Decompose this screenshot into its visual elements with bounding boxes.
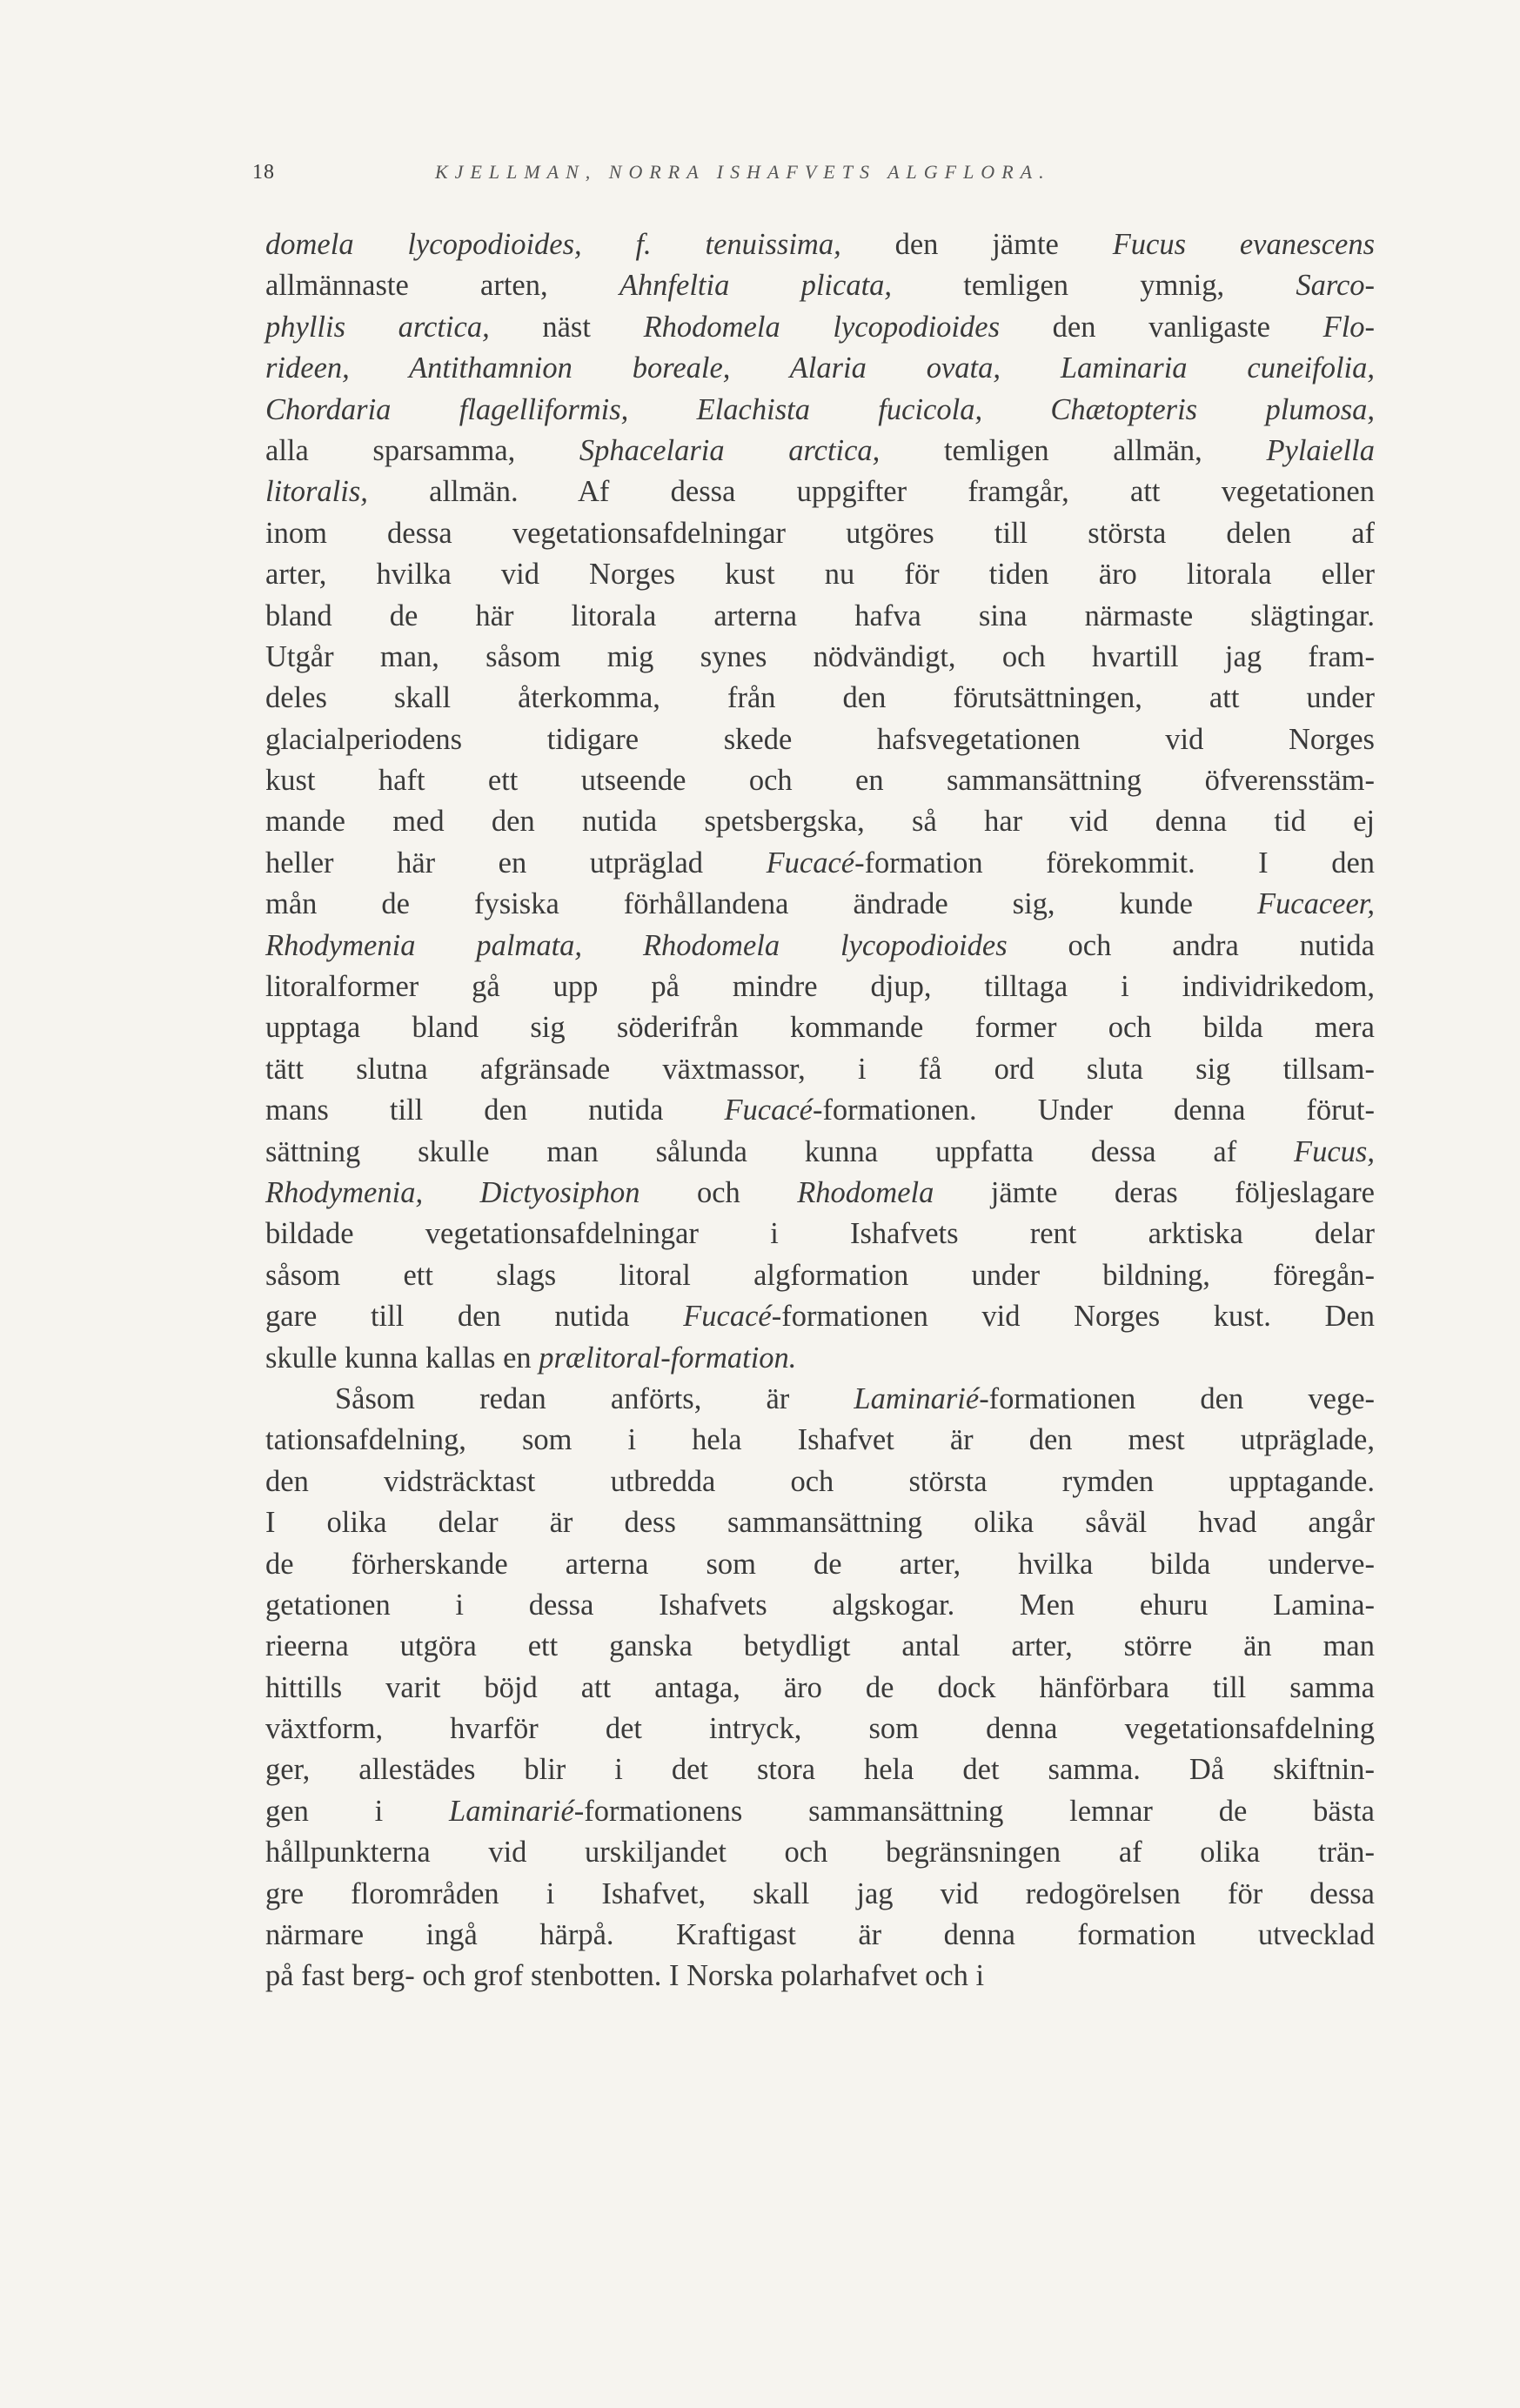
text-span: allmännaste arten,: [265, 269, 619, 303]
text-span: växtform, hvarför det intryck, som denna vegetationsafdelning: [265, 1712, 1375, 1746]
text-line: [265, 224, 1375, 265]
text-span: -formationen den vege-: [979, 1381, 1375, 1415]
text-line: [265, 1709, 1375, 1749]
italic-span: Fucus evanescens: [1112, 228, 1375, 261]
italic-span: prælitoral-formation.: [539, 1341, 797, 1375]
text-line: [265, 1338, 1375, 1379]
text-span: litoralformer gå upp på mindre djup, tilltaga i individrikedom,: [265, 970, 1375, 1004]
italic-span: Rhodomela lycopodioides: [643, 310, 1000, 344]
text-line: [265, 1502, 1375, 1543]
text-span: de förherskande arterna som de arter, hvilka bilda underve-: [265, 1547, 1375, 1581]
text-line: [265, 265, 1375, 306]
text-line: [265, 596, 1375, 637]
italic-span: rideen, Antithamnion boreale, Alaria ovata, Laminaria cuneifolia,: [265, 351, 1375, 385]
text-span: skulle kunna kallas en: [265, 1341, 539, 1375]
text-span: och: [639, 1175, 798, 1209]
text-span: -formationens sammansättning lemnar de bästa: [573, 1794, 1375, 1828]
text-line: [265, 843, 1375, 884]
text-span: arter, hvilka vid Norges kust nu för tiden äro litorala eller: [265, 558, 1375, 592]
running-head: [252, 161, 1383, 196]
text-span: -formationen. Under denna förut-: [812, 1094, 1375, 1127]
text-span: gen i: [265, 1794, 450, 1828]
text-span: gre florområden i Ishafvet, skall jag vid redogörelsen för dessa: [265, 1876, 1375, 1910]
text-span: mans till den nutida: [265, 1094, 725, 1127]
text-line: [265, 513, 1375, 554]
text-span: hittills varit böjd att antaga, äro de dock hänförbara till samma: [265, 1670, 1375, 1704]
text-span: mande med den nutida spetsbergska, så har vid denna tid ej: [265, 805, 1375, 839]
text-span: gare till den nutida: [265, 1300, 684, 1334]
text-span: heller här en utpräglad: [265, 846, 767, 880]
italic-span: domela lycopodioides, f. tenuissima,: [265, 228, 841, 261]
text-line: [265, 926, 1375, 967]
italic-span: Rhodymenia palmata, Rhodomela lycopodioides: [265, 928, 1008, 962]
text-span: allmän. Af dessa uppgifter framgår, att vegetationen: [367, 475, 1375, 509]
text-line: [265, 1007, 1375, 1048]
text-span: hållpunkterna vid urskiljandet och begränsningen af olika trän-: [265, 1836, 1375, 1870]
text-line: [265, 678, 1375, 719]
text-line: [265, 719, 1375, 760]
text-line: [265, 472, 1375, 512]
text-span: deles skall återkomma, från den förutsättningen, att under: [265, 681, 1375, 715]
text-span: sättning skulle man sålunda kunna uppfatta dessa af: [265, 1134, 1295, 1168]
text-span: glacialperiodens tidigare skede hafsvegetationen vid Norges: [265, 722, 1375, 756]
italic-span: Pylaiella: [1266, 433, 1375, 467]
italic-span: Laminarié: [449, 1794, 574, 1828]
text-span: och andra nutida: [1007, 928, 1375, 962]
text-span: inom dessa vegetationsafdelningar utgöres till största delen af: [265, 516, 1375, 550]
text-line: [265, 1462, 1375, 1502]
text-line: [265, 1874, 1375, 1915]
italic-span: Fucacé: [683, 1300, 772, 1334]
text-span: bland de här litorala arterna hafva sina närmaste slägtingar.: [265, 599, 1375, 632]
text-span: I olika delar är dess sammansättning olika såväl hvad angår: [265, 1506, 1375, 1540]
text-span: ger, allestädes blir i det stora hela det samma. Då skiftnin-: [265, 1753, 1375, 1787]
text-span: rieerna utgöra ett ganska betydligt antal arter, större än man: [265, 1629, 1375, 1663]
text-line: [265, 1090, 1375, 1131]
text-span: -formation förekommit. I den: [854, 846, 1376, 880]
text-line: [265, 1214, 1375, 1254]
text-span: näst: [489, 310, 644, 344]
italic-span: phyllis arctica,: [265, 310, 490, 344]
text-span: Såsom redan anförts, är: [335, 1381, 854, 1415]
text-line: [265, 1585, 1375, 1626]
text-span: Utgår man, såsom mig synes nödvändigt, och hvartill jag fram-: [265, 639, 1375, 673]
text-span: jämte deras följeslagare: [934, 1175, 1375, 1209]
text-line: [265, 1749, 1375, 1790]
italic-span: Sarco-: [1296, 269, 1376, 303]
text-span: den vanligaste: [1000, 310, 1323, 344]
text-line: [265, 1379, 1375, 1420]
text-span: -formationen vid Norges kust. Den: [771, 1300, 1375, 1334]
text-line: [265, 1420, 1375, 1461]
italic-span: Rhodymenia, Dictyosiphon: [265, 1175, 640, 1209]
text-line: [265, 307, 1375, 348]
text-line: [265, 1173, 1375, 1214]
text-span: alla sparsamma,: [265, 433, 579, 467]
text-span: den vidsträcktast utbredda och största rymden upptagande.: [265, 1464, 1375, 1498]
text-line: [265, 1544, 1375, 1585]
text-span: den jämte: [840, 228, 1113, 261]
text-span: temligen allmän,: [880, 433, 1267, 467]
text-line: [265, 1791, 1375, 1832]
body-text: [265, 224, 1375, 1997]
running-title: KJELLMAN, NORRA ISHAFVETS ALGFLORA.: [435, 161, 1051, 183]
text-span: såsom ett slags litoral algformation under bildning, föregån-: [265, 1258, 1375, 1292]
text-span: temligen ymnig,: [892, 269, 1296, 303]
text-line: [265, 554, 1375, 595]
text-span: mån de fysiska förhållandena ändrade sig, kunde: [265, 887, 1257, 921]
page-number: 18: [252, 161, 275, 184]
text-line: [265, 1832, 1375, 1873]
italic-span: Sphacelaria arctica,: [579, 433, 881, 467]
text-span: närmare ingå härpå. Kraftigast är denna formation utvecklad: [265, 1918, 1375, 1952]
text-line: [265, 1255, 1375, 1296]
text-line: [265, 967, 1375, 1007]
text-line: [265, 1132, 1375, 1173]
italic-span: Fucaceer,: [1256, 887, 1375, 921]
italic-span: Fucacé: [766, 846, 855, 880]
italic-span: litoralis,: [265, 475, 368, 509]
italic-span: Ahnfeltia plicata,: [619, 269, 893, 303]
italic-span: Flo-: [1322, 310, 1376, 344]
text-span: kust haft ett utseende och en sammansättning öfverensstäm-: [265, 764, 1375, 798]
paragraph: [265, 224, 1375, 1379]
italic-span: Chordaria flagelliformis, Elachista fucicola, Chætopteris plumosa,: [265, 392, 1375, 426]
italic-span: Fucus,: [1294, 1134, 1375, 1168]
text-line: [265, 1626, 1375, 1667]
italic-span: Rhodomela: [797, 1175, 934, 1209]
text-line: [265, 884, 1375, 925]
text-line: [265, 1296, 1375, 1337]
italic-span: Laminarié: [854, 1381, 980, 1415]
text-line: [265, 390, 1375, 431]
text-line: [265, 348, 1375, 389]
text-line: [265, 1956, 1375, 1997]
text-line: [265, 637, 1375, 678]
text-span: bildade vegetationsafdelningar i Ishafvets rent arktiska delar: [265, 1217, 1375, 1251]
paragraph: [265, 1379, 1375, 1997]
text-line: [265, 1668, 1375, 1709]
text-line: [265, 1049, 1375, 1090]
text-span: tätt slutna afgränsade växtmassor, i få ord sluta sig tillsam-: [265, 1052, 1375, 1086]
text-span: på fast berg- och grof stenbotten. I Norska polarhafvet och i: [265, 1959, 985, 1993]
text-span: getationen i dessa Ishafvets algskogar. Men ehuru Lamina-: [265, 1588, 1375, 1622]
text-span: tationsafdelning, som i hela Ishafvet är den mest utpräglade,: [265, 1423, 1375, 1457]
italic-span: Fucacé: [724, 1094, 813, 1127]
text-line: [265, 1915, 1375, 1956]
text-line: [265, 801, 1375, 842]
text-line: [265, 760, 1375, 801]
text-span: upptaga bland sig söderifrån kommande former och bilda mera: [265, 1011, 1375, 1045]
text-line: [265, 431, 1375, 472]
